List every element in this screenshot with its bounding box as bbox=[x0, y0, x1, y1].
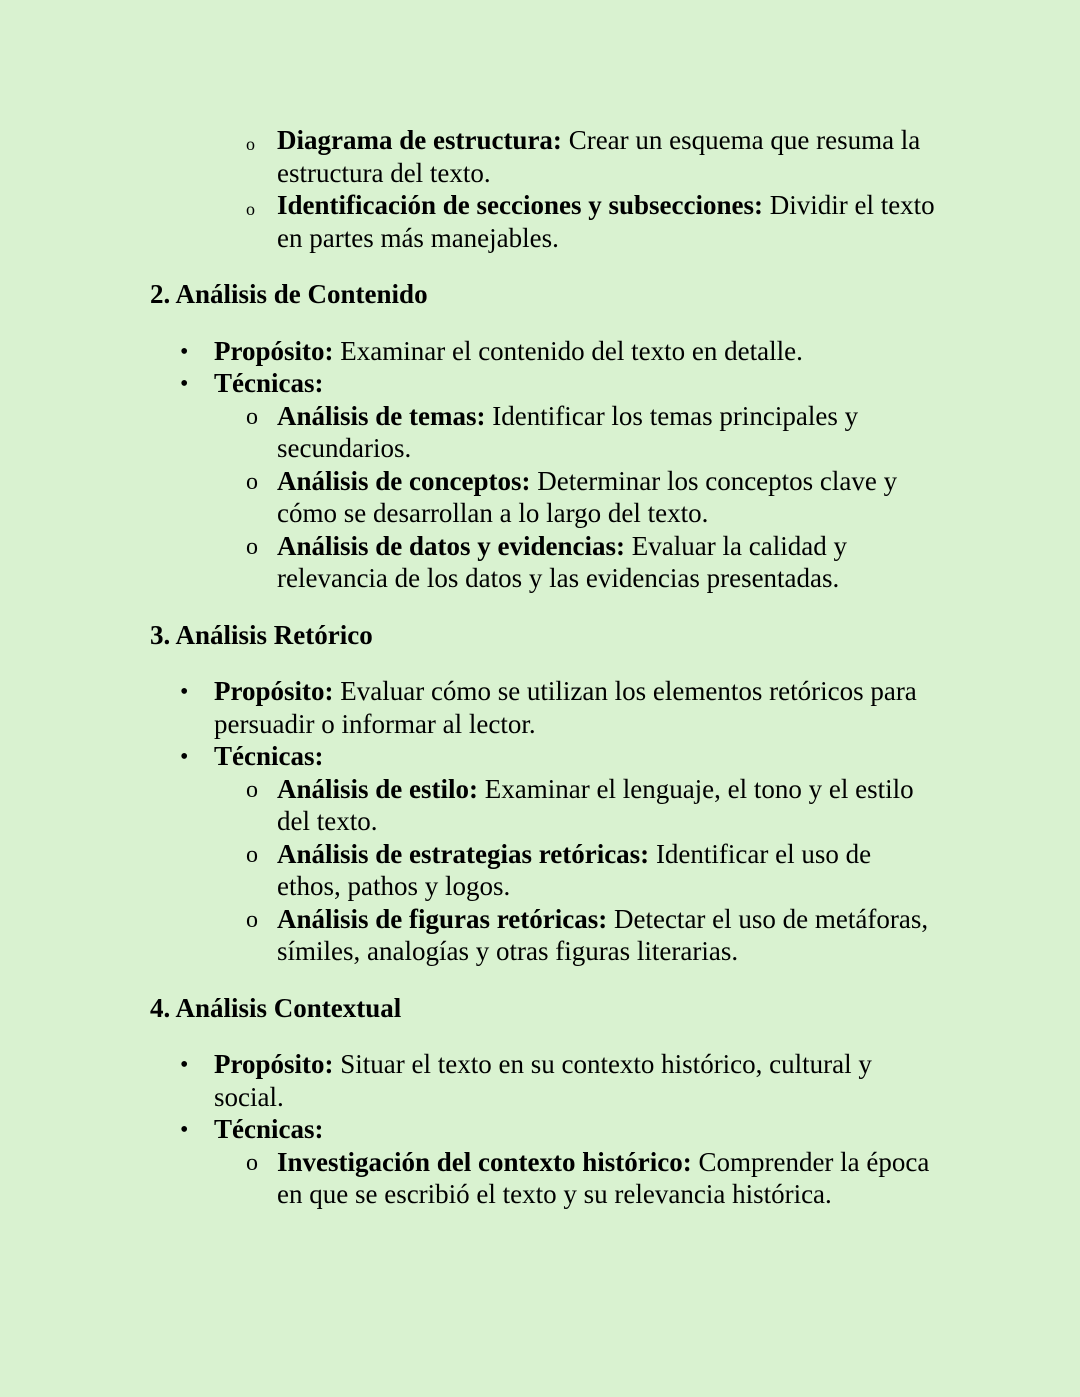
hollow-bullet-icon: o bbox=[246, 776, 258, 803]
section-bullet-list bbox=[150, 1048, 940, 1211]
bullet-icon: • bbox=[180, 679, 189, 705]
hollow-bullet-icon: o bbox=[246, 468, 258, 495]
section-analisis-retorico bbox=[150, 619, 940, 968]
list-item bbox=[214, 903, 940, 968]
intro-technique-list bbox=[150, 124, 940, 254]
purpose-item bbox=[150, 335, 940, 368]
list-item bbox=[214, 400, 940, 465]
section-heading: 4. Análisis Contextual bbox=[150, 992, 402, 1023]
technique-list bbox=[214, 773, 940, 968]
bullet-icon: • bbox=[180, 338, 189, 365]
bullet-icon: • bbox=[180, 1052, 189, 1078]
list-item bbox=[150, 124, 940, 189]
list-item bbox=[214, 465, 940, 530]
technique-text: Identificar el uso de ethos, pathos y logos. bbox=[277, 838, 872, 901]
technique-term: Análisis de figuras retóricas: bbox=[277, 903, 608, 934]
section-bullet-list bbox=[150, 675, 940, 968]
technique-term: Diagrama de estructura: bbox=[277, 125, 562, 155]
techniques-label: Técnicas: bbox=[214, 368, 324, 398]
section-analisis-contextual bbox=[150, 992, 940, 1211]
techniques-item bbox=[150, 367, 940, 595]
purpose-label: Propósito: bbox=[214, 676, 334, 706]
technique-text: Detectar el uso de metáforas, símiles, analogías y otras figuras literarias. bbox=[277, 903, 929, 966]
techniques-label: Técnicas: bbox=[214, 741, 324, 771]
technique-term: Análisis de conceptos: bbox=[277, 465, 531, 496]
technique-list bbox=[214, 400, 940, 595]
hollow-bullet-icon: o bbox=[246, 906, 258, 933]
technique-text: Dividir el texto en partes más manejables. bbox=[277, 190, 935, 253]
section-analisis-contenido bbox=[150, 278, 940, 595]
purpose-text: Evaluar cómo se utilizan los elementos retóricos para persuadir o informar al lector. bbox=[214, 676, 917, 739]
technique-text: Comprender la época en que se escribió el texto y su relevancia histórica. bbox=[277, 1146, 930, 1209]
technique-list bbox=[214, 1146, 940, 1211]
technique-term: Análisis de datos y evidencias: bbox=[277, 530, 626, 561]
list-item bbox=[214, 773, 940, 838]
list-item bbox=[214, 1146, 940, 1211]
technique-term: Análisis de estrategias retóricas: bbox=[277, 838, 650, 869]
techniques-item bbox=[150, 1113, 940, 1211]
hollow-bullet-icon: o bbox=[246, 199, 255, 219]
section-bullet-list bbox=[150, 335, 940, 595]
purpose-item bbox=[150, 1048, 940, 1113]
technique-text: Examinar el lenguaje, el tono y el estilo del texto. bbox=[277, 773, 914, 836]
section-heading: 2. Análisis de Contenido bbox=[150, 279, 428, 309]
technique-text: Evaluar la calidad y relevancia de los datos y las evidencias presentadas. bbox=[277, 530, 847, 593]
technique-text: Crear un esquema que resuma la estructura del texto. bbox=[277, 125, 921, 188]
purpose-label: Propósito: bbox=[214, 335, 334, 366]
bullet-icon: • bbox=[180, 744, 189, 770]
techniques-item bbox=[150, 740, 940, 968]
hollow-bullet-icon: o bbox=[246, 1149, 258, 1176]
techniques-label: Técnicas: bbox=[214, 1114, 324, 1144]
purpose-label: Propósito: bbox=[214, 1049, 334, 1079]
list-item bbox=[214, 530, 940, 595]
technique-text: Determinar los conceptos clave y cómo se desarrollan a lo largo del texto. bbox=[277, 465, 898, 528]
hollow-bullet-icon: o bbox=[246, 841, 258, 868]
technique-term: Identificación de secciones y subsecciones: bbox=[277, 190, 763, 220]
bullet-icon: • bbox=[180, 371, 189, 397]
purpose-item bbox=[150, 675, 940, 740]
purpose-text: Examinar el contenido del texto en detalle. bbox=[333, 335, 803, 366]
technique-term: Análisis de temas: bbox=[277, 400, 486, 431]
technique-term: Análisis de estilo: bbox=[277, 773, 479, 804]
list-item bbox=[150, 189, 940, 254]
list-item bbox=[214, 838, 940, 903]
technique-term: Investigación del contexto histórico: bbox=[277, 1146, 692, 1177]
bullet-icon: • bbox=[180, 1117, 189, 1143]
technique-text: Identificar los temas principales y secundarios. bbox=[277, 400, 859, 463]
hollow-bullet-icon: o bbox=[246, 134, 255, 154]
purpose-text: Situar el texto en su contexto histórico, cultural y social. bbox=[214, 1049, 872, 1112]
hollow-bullet-icon: o bbox=[246, 403, 258, 430]
hollow-bullet-icon: o bbox=[246, 533, 258, 560]
section-heading: 3. Análisis Retórico bbox=[150, 619, 373, 650]
document-content bbox=[150, 124, 940, 1211]
